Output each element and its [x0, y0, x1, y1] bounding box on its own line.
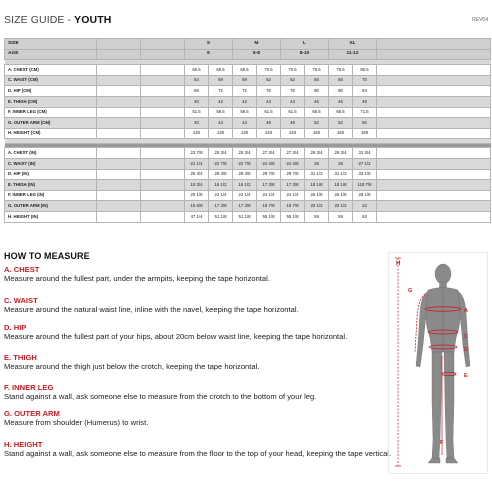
revision-label: REV04: [472, 17, 488, 23]
value-cell: 62: [257, 75, 281, 86]
value-cell: 59: [305, 211, 329, 222]
measure-heading: D. HIP: [4, 323, 27, 332]
row-label: E. THIGH (IN): [5, 180, 97, 191]
measure-heading: H. HEIGHT: [4, 440, 43, 449]
measure-heading: A. CHEST: [4, 265, 40, 274]
value-cell: 26: [305, 158, 329, 169]
row-label: C. WAIST (IN): [5, 158, 97, 169]
value-cell: 17 3/8: [209, 201, 233, 212]
value-cell: 66.5: [329, 107, 353, 118]
empty-cell: [141, 148, 185, 159]
measure-item: [4, 265, 270, 283]
value-cell: 80: [329, 86, 353, 97]
value-cell: 29 3/4: [305, 148, 329, 159]
value-cell: 22 1/4: [209, 190, 233, 201]
value-cell: 70.5: [281, 65, 305, 76]
value-cell: 61.5: [281, 107, 305, 118]
empty-cell: [141, 107, 185, 118]
row-label: H. HEIGHT (CM): [5, 128, 97, 139]
empty-cell: [141, 128, 185, 139]
measure-item: [4, 409, 148, 427]
value-cell: 20 1/2: [329, 201, 353, 212]
empty-cell: [97, 128, 141, 139]
value-cell: 46: [329, 96, 353, 107]
empty-cell: [377, 49, 491, 60]
measure-text: Stand against a wall, ask someone else to measure from the floor to the top of your head, keeping the tape vertical.: [4, 449, 392, 458]
size-header-cell: S: [185, 39, 233, 50]
empty-cell: [377, 96, 491, 107]
page-title: [4, 14, 111, 26]
empty-cell: [377, 128, 491, 139]
table-row: [5, 128, 491, 139]
value-cell: 25 3/4: [233, 148, 257, 159]
value-cell: 33 1/8: [353, 169, 377, 180]
empty-cell: [97, 107, 141, 118]
value-cell: 42: [209, 96, 233, 107]
empty-cell: [377, 158, 491, 169]
value-cell: 59: [209, 75, 233, 86]
value-cell: 17 3/8: [233, 201, 257, 212]
value-cell: 140: [281, 128, 305, 139]
value-cell: 29 7/8: [281, 169, 305, 180]
measure-item: [4, 323, 347, 341]
value-cell: 22: [353, 201, 377, 212]
label-h: H: [396, 261, 401, 267]
value-cell: 31 1/2: [329, 169, 353, 180]
value-cell: 66: [305, 75, 329, 86]
age-header-cell: 6: [185, 49, 233, 60]
empty-cell: [141, 39, 185, 50]
empty-cell: [97, 169, 141, 180]
value-cell: 26 1/8: [305, 190, 329, 201]
value-cell: 44: [209, 118, 233, 129]
value-cell: 46: [305, 96, 329, 107]
value-cell: 59: [233, 75, 257, 86]
measure-text: Measure around the natural waist line, inline with the navel, keeping the tape horizontal.: [4, 305, 299, 314]
empty-cell: [377, 201, 491, 212]
measure-text: Stand against a wall, ask someone else to measure from the crotch to the bottom of your leg.: [4, 392, 317, 401]
value-cell: 20 1/8: [185, 190, 209, 201]
label-d: D: [464, 347, 468, 353]
table-row: [5, 148, 491, 159]
value-cell: 28 1/8: [353, 190, 377, 201]
value-cell: 18 1/8: [305, 180, 329, 191]
value-cell: 56.5: [233, 107, 257, 118]
value-cell: 150: [329, 128, 353, 139]
value-cell: 44: [257, 96, 281, 107]
empty-cell: [141, 118, 185, 129]
value-cell: 55 1/8: [281, 211, 305, 222]
empty-cell: [377, 118, 491, 129]
value-cell: 70: [353, 75, 377, 86]
size-header-cell: XL: [329, 39, 377, 50]
value-cell: 29 7/8: [257, 169, 281, 180]
header: [4, 14, 488, 28]
value-cell: 59: [329, 211, 353, 222]
value-cell: 24 3/8: [257, 158, 281, 169]
empty-cell: [377, 65, 491, 76]
measure-text: Measure from shoulder (Humerus) to wrist.: [4, 418, 149, 427]
value-cell: 60.5: [185, 65, 209, 76]
label-c: C: [464, 334, 468, 340]
value-cell: 75.5: [305, 65, 329, 76]
value-cell: 52: [329, 118, 353, 129]
value-cell: 118 7/8: [353, 180, 377, 191]
body-diagram: [388, 252, 488, 474]
empty-cell: [141, 180, 185, 191]
value-cell: 27 3/4: [257, 148, 281, 159]
value-cell: 17 3/8: [257, 180, 281, 191]
value-cell: 31 1/2: [305, 169, 329, 180]
title-prefix: SIZE GUIDE -: [4, 14, 75, 26]
value-cell: 84: [353, 86, 377, 97]
measure-heading: E. THIGH: [4, 353, 37, 362]
empty-cell: [97, 86, 141, 97]
measure-text: Measure around the fullest part of your hips, about 20cm below waist line, keeping the tape horizontal.: [4, 332, 348, 341]
table-row: [5, 107, 491, 118]
body-figure: [388, 252, 488, 474]
value-cell: 51 1/8: [209, 211, 233, 222]
value-cell: 54: [185, 75, 209, 86]
table-row: [5, 96, 491, 107]
row-label: G. OUTER ARM (CM): [5, 118, 97, 129]
value-cell: 24 1/4: [257, 190, 281, 201]
table-row: [5, 75, 491, 86]
table-row: [5, 158, 491, 169]
value-cell: 56.5: [209, 107, 233, 118]
row-label: A. CHEST (CM): [5, 65, 97, 76]
value-cell: 70.5: [257, 65, 281, 76]
value-cell: 21 1/4: [185, 158, 209, 169]
value-cell: 27 1/2: [353, 158, 377, 169]
value-cell: 20 1/2: [305, 201, 329, 212]
value-cell: 24 3/8: [281, 158, 305, 169]
label-a: A: [464, 308, 468, 314]
table-row: [5, 169, 491, 180]
value-cell: 26 3/4: [185, 169, 209, 180]
empty-cell: [377, 75, 491, 86]
row-label: D. HIP (CM): [5, 86, 97, 97]
value-cell: 17 3/8: [281, 180, 305, 191]
value-cell: 31 3/4: [353, 148, 377, 159]
empty-cell: [141, 49, 185, 60]
value-cell: 51.5: [185, 107, 209, 118]
label-g: G: [408, 288, 413, 294]
value-cell: 22 1/4: [233, 190, 257, 201]
value-cell: 24 1/4: [281, 190, 305, 201]
value-cell: 140: [257, 128, 281, 139]
empty-cell: [97, 211, 141, 222]
value-cell: 44: [281, 96, 305, 107]
value-cell: 76: [281, 86, 305, 97]
measure-item: [4, 440, 391, 458]
row-label: C. WAIST (CM): [5, 75, 97, 86]
row-label: F. INNER LEG (CM): [5, 107, 97, 118]
value-cell: 18 7/8: [281, 201, 305, 212]
measure-heading: F. INNER LEG: [4, 383, 54, 392]
empty-cell: [377, 39, 491, 50]
size-table: [4, 38, 491, 223]
empty-cell: [97, 158, 141, 169]
empty-cell: [97, 96, 141, 107]
value-cell: 61.5: [257, 107, 281, 118]
row-label: E. THIGH (CM): [5, 96, 97, 107]
value-cell: 28 3/8: [209, 169, 233, 180]
measure-text: Measure around the fullest part, under the armpits, keeping the tape horizontal.: [4, 274, 270, 283]
value-cell: 28 3/8: [233, 169, 257, 180]
value-cell: 63: [353, 211, 377, 222]
value-cell: 22 7/8: [209, 158, 233, 169]
value-cell: 48: [353, 96, 377, 107]
empty-cell: [377, 148, 491, 159]
table-row: [5, 65, 491, 76]
value-cell: 40: [185, 96, 209, 107]
value-cell: 150: [305, 128, 329, 139]
empty-cell: [97, 39, 141, 50]
row-label: D. HIP (IN): [5, 169, 97, 180]
value-cell: 80: [305, 86, 329, 97]
empty-cell: [377, 211, 491, 222]
label-f: F: [440, 440, 444, 446]
value-cell: 42: [233, 96, 257, 107]
measure-heading: G. OUTER ARM: [4, 409, 60, 418]
value-cell: 130: [233, 128, 257, 139]
measure-item: [4, 353, 259, 371]
row-label: H. HEIGHT (IN): [5, 211, 97, 222]
value-cell: 66.5: [305, 107, 329, 118]
value-cell: 25 3/4: [209, 148, 233, 159]
value-cell: 22 7/8: [233, 158, 257, 169]
value-cell: 16 1/2: [209, 180, 233, 191]
empty-cell: [97, 201, 141, 212]
value-cell: 55 1/8: [257, 211, 281, 222]
value-cell: 51 1/8: [233, 211, 257, 222]
empty-cell: [97, 180, 141, 191]
empty-cell: [141, 75, 185, 86]
age-header-row: [5, 49, 491, 60]
size-header-cell: M: [233, 39, 281, 50]
value-cell: 40: [185, 118, 209, 129]
table-row: [5, 201, 491, 212]
empty-cell: [141, 201, 185, 212]
age-header-cell: 11-12: [329, 49, 377, 60]
value-cell: 26: [329, 158, 353, 169]
age-header-label: AGE: [5, 49, 97, 60]
size-header-label: SIZE: [5, 39, 97, 50]
value-cell: 160: [353, 128, 377, 139]
value-cell: 15 3/4: [185, 180, 209, 191]
value-cell: 23 7/8: [185, 148, 209, 159]
empty-cell: [141, 211, 185, 222]
empty-cell: [97, 49, 141, 60]
value-cell: 52: [305, 118, 329, 129]
value-cell: 76: [257, 86, 281, 97]
value-cell: 18 1/8: [329, 180, 353, 191]
value-cell: 65.5: [233, 65, 257, 76]
value-cell: 120: [185, 128, 209, 139]
size-header-cell: L: [281, 39, 329, 50]
measure-item: [4, 383, 316, 401]
empty-cell: [97, 65, 141, 76]
row-label: F. INNER LEG (IN): [5, 190, 97, 201]
empty-cell: [141, 65, 185, 76]
empty-cell: [377, 86, 491, 97]
value-cell: 56: [353, 118, 377, 129]
value-cell: 18 7/8: [257, 201, 281, 212]
empty-cell: [141, 190, 185, 201]
measure-heading: C. WAIST: [4, 296, 38, 305]
measure-text: Measure around the thigh just below the crotch, keeping the tape horizontal.: [4, 362, 260, 371]
value-cell: 44: [233, 118, 257, 129]
empty-cell: [141, 158, 185, 169]
value-cell: 48: [257, 118, 281, 129]
table-row: [5, 180, 491, 191]
value-cell: 16 1/2: [233, 180, 257, 191]
value-cell: 47 1/4: [185, 211, 209, 222]
row-label: A. CHEST (IN): [5, 148, 97, 159]
empty-cell: [97, 118, 141, 129]
value-cell: 130: [209, 128, 233, 139]
empty-cell: [97, 190, 141, 201]
empty-cell: [377, 107, 491, 118]
empty-cell: [377, 190, 491, 201]
measure-item: [4, 296, 299, 314]
value-cell: 68: [185, 86, 209, 97]
value-cell: 29 3/4: [329, 148, 353, 159]
value-cell: 75.5: [329, 65, 353, 76]
value-cell: 48: [281, 118, 305, 129]
empty-cell: [141, 86, 185, 97]
value-cell: 26 1/8: [329, 190, 353, 201]
empty-cell: [141, 169, 185, 180]
how-to-measure-title: HOW TO MEASURE: [4, 251, 90, 261]
title-bold: YOUTH: [74, 14, 112, 26]
empty-cell: [377, 180, 491, 191]
age-header-cell: 6-8: [233, 49, 281, 60]
label-e: E: [464, 373, 468, 379]
table-row: [5, 118, 491, 129]
value-cell: 66: [329, 75, 353, 86]
empty-cell: [377, 169, 491, 180]
value-cell: 80.5: [353, 65, 377, 76]
empty-cell: [97, 75, 141, 86]
value-cell: 71.5: [353, 107, 377, 118]
row-label: G. OUTER ARM (IN): [5, 201, 97, 212]
size-header-row: [5, 39, 491, 50]
table-row: [5, 211, 491, 222]
age-header-cell: 8-10: [281, 49, 329, 60]
value-cell: 72: [233, 86, 257, 97]
empty-cell: [141, 96, 185, 107]
value-cell: 62: [281, 75, 305, 86]
empty-cell: [97, 148, 141, 159]
value-cell: 15 6/8: [185, 201, 209, 212]
table-row: [5, 190, 491, 201]
value-cell: 72: [209, 86, 233, 97]
table-row: [5, 86, 491, 97]
value-cell: 65.5: [209, 65, 233, 76]
value-cell: 27 3/4: [281, 148, 305, 159]
